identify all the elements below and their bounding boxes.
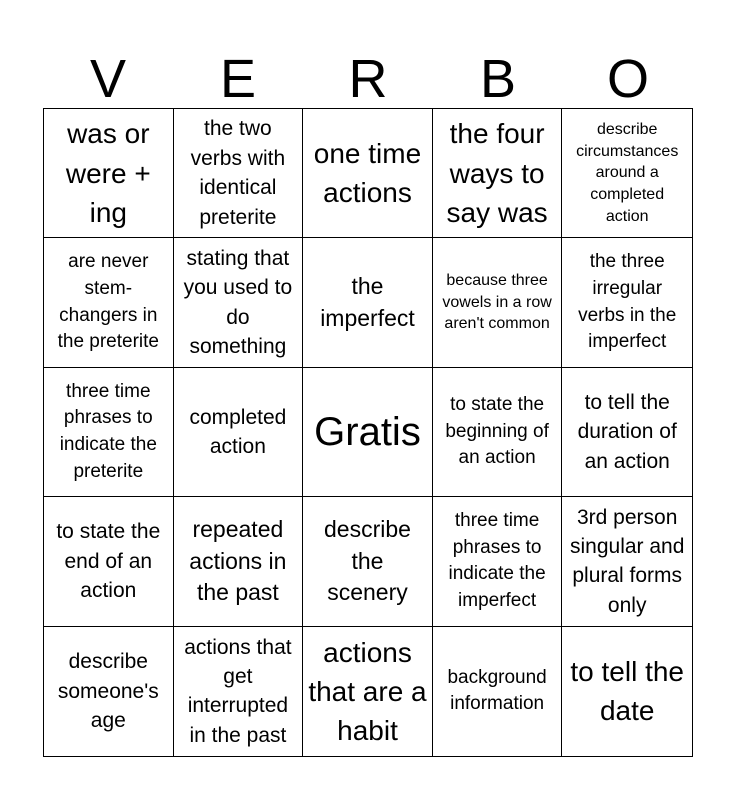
header-letter-e: E: [219, 49, 257, 109]
bingo-cell-r1-c3[interactable]: because three vowels in a row aren't common: [433, 238, 563, 367]
header-letter-o: O: [606, 49, 649, 109]
header-letter-r: R: [348, 49, 388, 109]
bingo-header: [43, 42, 693, 108]
bingo-cell-r3-c0[interactable]: to state the end of an action: [44, 497, 174, 626]
bingo-cell-r0-c2[interactable]: one time actions: [303, 109, 433, 238]
header-letter-b: B: [479, 49, 517, 109]
bingo-cell-r3-c1[interactable]: repeated actions in the past: [174, 497, 304, 626]
bingo-cell-r1-c1[interactable]: stating that you used to do something: [174, 238, 304, 367]
bingo-cell-r4-c1[interactable]: actions that get interrupted in the past: [174, 627, 304, 756]
bingo-cell-r1-c2[interactable]: the imperfect: [303, 238, 433, 367]
bingo-cell-r4-c2[interactable]: actions that are a habit: [303, 627, 433, 756]
bingo-board: [43, 108, 693, 757]
bingo-cell-r4-c0[interactable]: describe someone's age: [44, 627, 174, 756]
bingo-cell-r2-c1[interactable]: completed action: [174, 368, 304, 497]
bingo-cell-r0-c4[interactable]: describe circumstances around a completed action: [562, 109, 692, 238]
bingo-cell-r4-c4[interactable]: to tell the date: [570, 656, 685, 727]
header-letter-v: V: [89, 49, 127, 109]
bingo-cell-r2-c2[interactable]: Gratis: [303, 368, 433, 497]
bingo-cell-r3-c2[interactable]: describe the scenery: [303, 497, 433, 626]
bingo-cell-r0-c3[interactable]: the four ways to say was: [433, 109, 563, 238]
bingo-cell-r2-c3[interactable]: to state the beginning of an action: [433, 368, 563, 497]
bingo-cell-r2-c0[interactable]: three time phrases to indicate the preterite: [44, 368, 174, 497]
bingo-cell-r3-c3[interactable]: three time phrases to indicate the imperfect: [433, 497, 563, 626]
bingo-cell-r0-c0[interactable]: was or were + ing: [44, 109, 174, 238]
bingo-cell-r1-c0[interactable]: are never stem-changers in the preterite: [44, 238, 174, 367]
bingo-cell-r1-c4[interactable]: the three irregular verbs in the imperfect: [562, 238, 692, 367]
bingo-cell-r0-c1[interactable]: the two verbs with identical preterite: [174, 109, 304, 238]
bingo-cell-r4-c3[interactable]: background information: [433, 627, 563, 756]
bingo-cell-r3-c4[interactable]: 3rd person singular and plural forms only: [562, 497, 692, 626]
bingo-cell-r2-c4[interactable]: to tell the duration of an action: [562, 368, 692, 497]
